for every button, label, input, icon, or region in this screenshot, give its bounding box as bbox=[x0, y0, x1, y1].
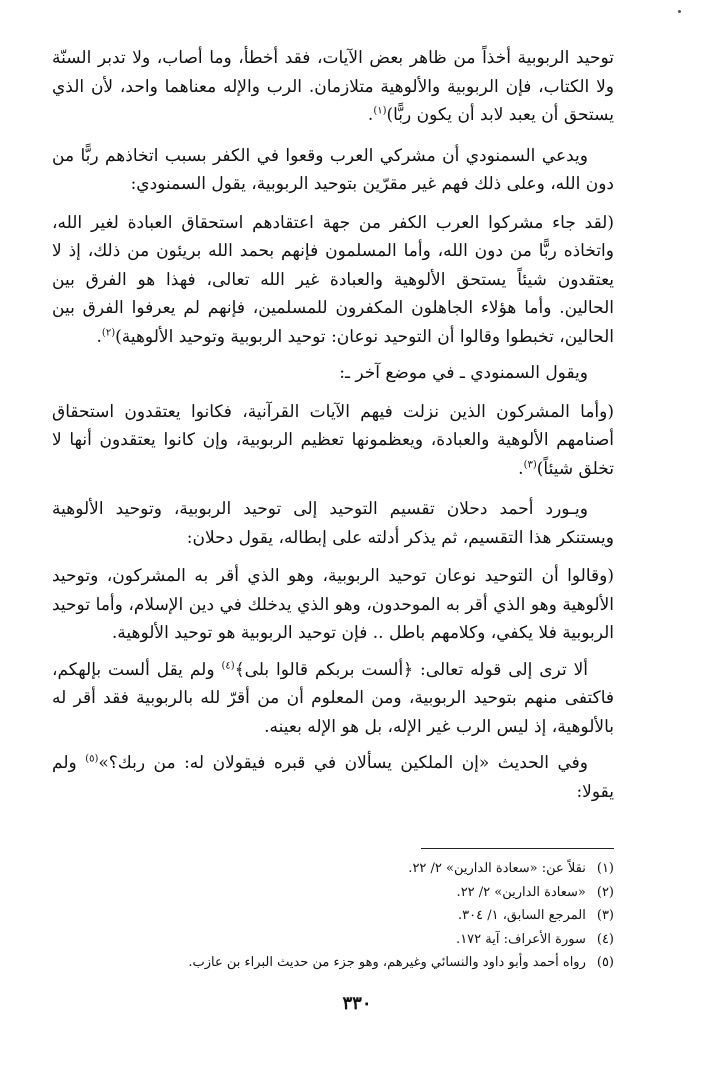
paragraph-6: وفي الحديث «إن الملكين يسألان في قبره فيقولان له: من ربك؟»$^{(٥)}$ ولم يقولا: bbox=[52, 753, 614, 802]
quote-2: (وأما المشركون الذين نزلت فيهم الآيات القرآنية، فكانوا يعتقدون استحقاق أصنامهم الألوهية والعبادة، ويعظمونها تعظيم الربوبية، وإن كانوا يعتقدون أنها لا تخلق شيئاً)$^{(٣)}$. bbox=[52, 401, 614, 479]
footnote-ref-2: (٢) bbox=[101, 326, 116, 338]
paragraph-2: ويدعي السمنودي أن مشركي العرب وقعوا في الكفر بسبب اتخاذهم ربًّا من دون الله، وعلى ذلك فهم غير مقرّين بتوحيد الربوبية، يقول السمنودي: bbox=[52, 145, 614, 194]
paragraph-5: ألا ترى إلى قوله تعالى: ﴿ألست بربكم قالوا بلى﴾$^{(٤)}$ ولم يقل ألست بإلهكم، فاكتفى منهم بتوحيد الربوبية، ومن المعلوم أن من أقرّ لله بالربوبية فقد أقر له بالألوهية، إذ ليس الرب غير الإله، بل هو الإله بعينه. bbox=[52, 659, 614, 737]
footnote-item: (٢) «سعادة الدارين» ٢/ ٢٢. bbox=[456, 884, 614, 900]
footnote-item: (٤) سورة الأعراف: آية ١٧٢. bbox=[456, 931, 614, 947]
scan-dot-mark bbox=[678, 10, 681, 13]
page-number: ٣٣٠ bbox=[342, 993, 372, 1014]
page-body bbox=[52, 44, 614, 806]
footnote-item: (٣) المرجع السابق، ١/ ٣٠٤. bbox=[457, 908, 614, 923]
paragraph-4: ويـورد أحمد دحلان تقسيم التوحيد إلى توحيد الربوبية، وتوحيد الألوهية ويستنكر هذا التقسيم، ثم يذكر أدلته على إبطاله، يقول دحلان: bbox=[52, 499, 614, 548]
paragraph-1: توحيد الربوبية أخذاً من ظاهر بعض الآيات، فقد أخطأ، وما أصاب، ولا تدبر السنّة ولا الكتاب، فإن الربوبية والألوهية متلازمان. الرب والإله معناهما واحد، لأن الذي يستحق أن يعبد لابد أن يكون ربًّا)$^{(١)}$. bbox=[52, 48, 614, 125]
footnote-ref-3: (٣) bbox=[523, 458, 537, 470]
footnote-item: (٥) رواه أحمد وأبو داود والنسائي وغيرهم، وهو جزء من حديث البراء بن عازب. bbox=[188, 955, 614, 970]
footnote-divider bbox=[421, 848, 614, 849]
footnote-ref-4: (٤) bbox=[221, 659, 235, 671]
quote-3: (وقالوا أن التوحيد نوعان توحيد الربوبية، وهو الذي أقر به المشركون، وتوحيد الألوهية وهو الذي أقر به الموحدون، وهو الذي يدخلك في دين الإسلام، وأما توحيد الربوبية فلا يكفي، وكلامهم باطل .. فإن توحيد الربوبية هو توحيد الألوهية. bbox=[52, 566, 614, 643]
footnote-ref-1: (١) bbox=[373, 105, 387, 117]
paragraph-3: ويقول السمنودي ـ في موضع آخر ـ: bbox=[339, 363, 588, 383]
footnote-ref-5: (٥) bbox=[85, 753, 99, 765]
quote-1: (لقد جاء مشركوا العرب الكفر من جهة اعتقادهم استحقاق العبادة لغير الله، واتخاذه ربًّا من دون الله، وأما المسلمون فإنهم بحمد الله بريئون من ذلك، إذ لا يعتقدون شيئاً يستحق الألوهية والعبادة غير الله تعالى، فهذا هو الفرق بين الحالين. وأما هؤلاء الجاهلون المكفرون للمسلمين، فإنهم لم يعرفوا الفرق بين الحالين، تخبطوا وقالوا أن التوحيد نوعان: توحيد الربوبية وتوحيد الألوهية)$^{(٢)}$. bbox=[52, 212, 614, 347]
footnote-item: (١) نقلاً عن: «سعادة الدارين» ٢/ ٢٢. bbox=[408, 861, 614, 876]
footnotes-list bbox=[52, 857, 614, 975]
